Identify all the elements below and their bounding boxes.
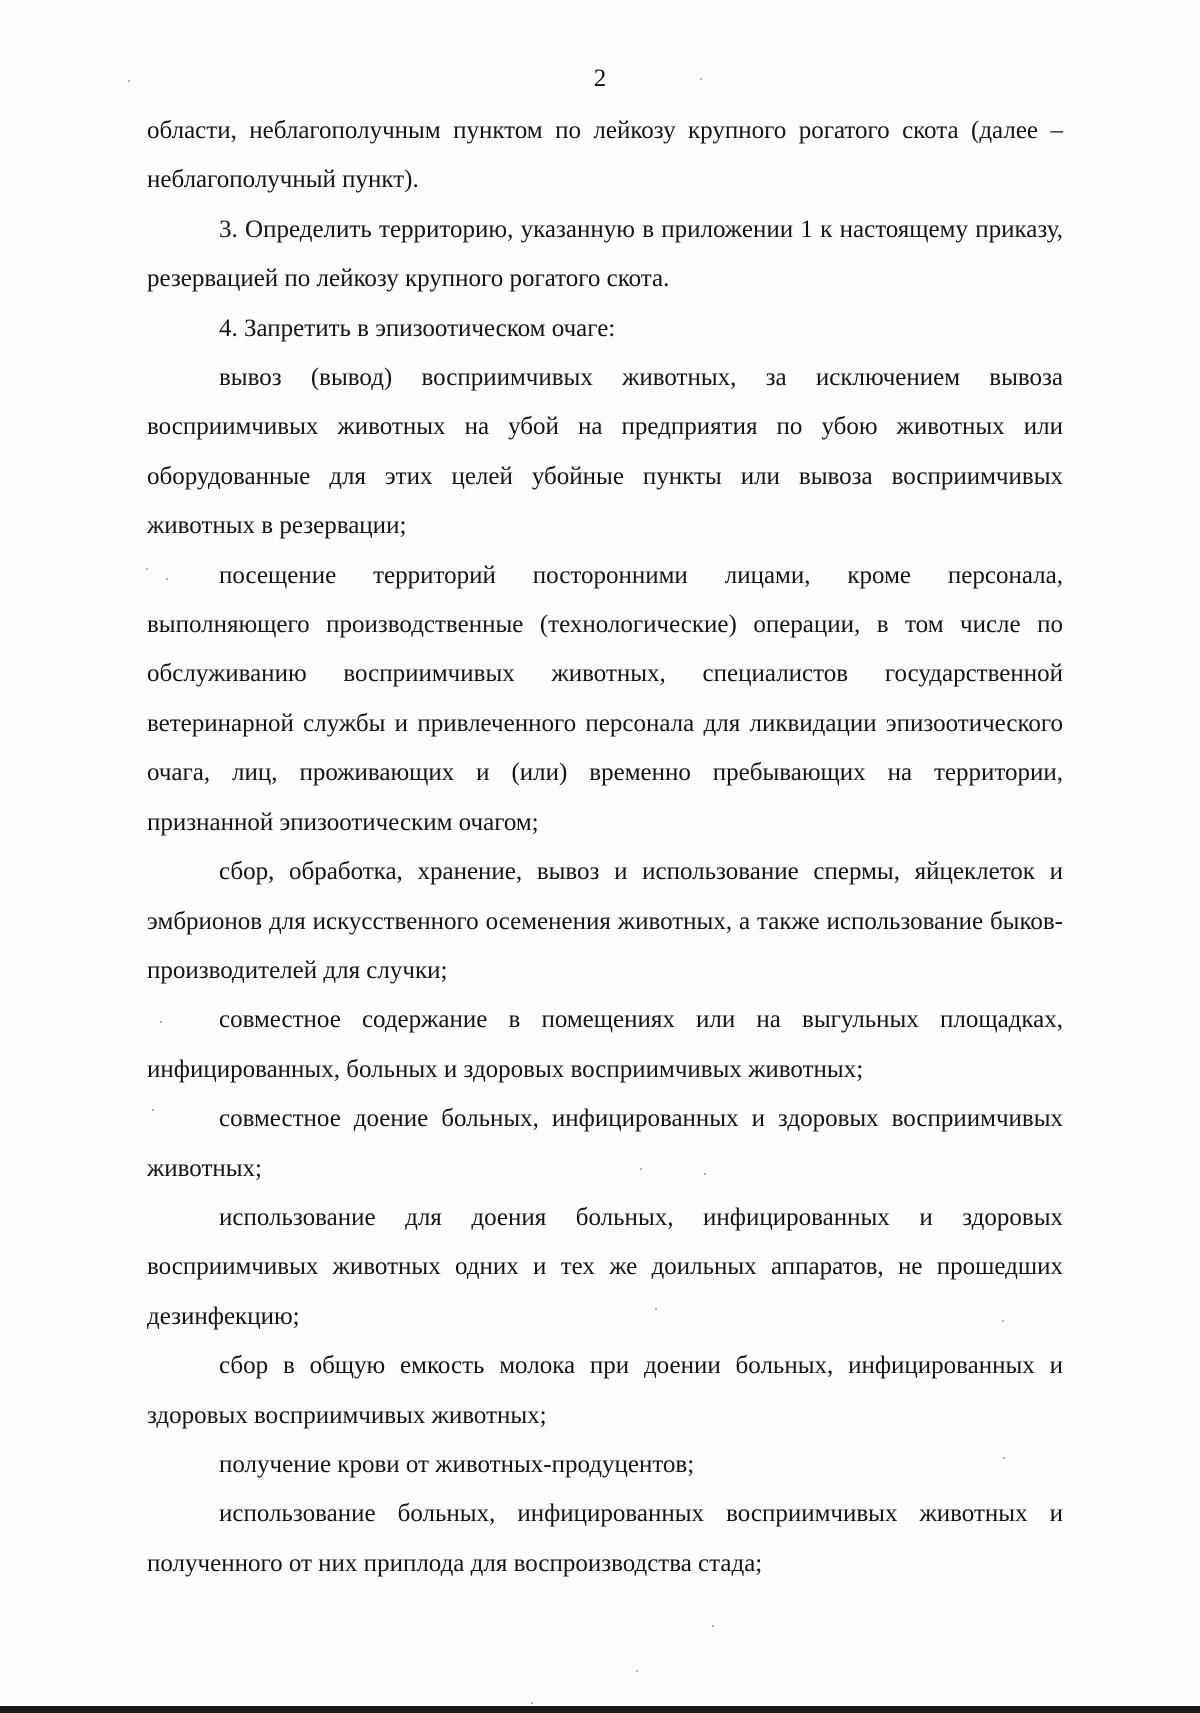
paragraph-ban-common-container: сбор в общую емкость молока при доении больных, инфицированных и здоровых восприимчивых животных; xyxy=(147,1352,1063,1429)
paragraph-ban-blood: получение крови от животных-продуцентов; xyxy=(219,1450,695,1478)
paragraph-ban-export: вывоз (вывод) восприимчивых животных, за исключением вывоза восприимчивых животных на убой на предприятия по убою животных или оборудованные для этих целей убойные пункты или вывоза восприимчивых животных в резервации; xyxy=(147,364,1063,540)
paragraph-ban-same-apparatus: использование для доения больных, инфицированных и здоровых восприимчивых животных одних и тех же доильных аппаратов, не прошедших дезинфекцию; xyxy=(147,1203,1063,1330)
paragraph-ban-joint-keeping: совместное содержание в помещениях или на выгульных площадках, инфицированных, больных и здоровых восприимчивых животных; xyxy=(147,1006,1063,1083)
scan-speck xyxy=(152,1109,154,1111)
document-body xyxy=(147,106,1063,1588)
scan-speck xyxy=(166,578,168,580)
scan-speck xyxy=(1002,1320,1004,1322)
scan-speck xyxy=(128,80,130,82)
scan-bottom-edge xyxy=(0,1706,1200,1713)
scan-speck xyxy=(160,1021,162,1023)
scan-speck xyxy=(146,568,148,570)
paragraph-ban-semen: сбор, обработка, хранение, вывоз и использование спермы, яйцеклеток и эмбрионов для искусственного осеменения животных, а также использование быков-производителей для случки; xyxy=(147,858,1063,984)
paragraph-continuation: области, неблагополучным пунктом по лейкозу крупного рогатого скота (далее – неблагополучный пункт). xyxy=(147,117,1063,194)
scan-speck xyxy=(700,78,702,80)
paragraph-item-3: 3. Определить территорию, указанную в приложении 1 к настоящему приказу, резервацией по лейкозу крупного рогатого скота. xyxy=(147,215,1063,293)
scan-speck xyxy=(655,1308,657,1310)
scan-speck xyxy=(1003,1457,1005,1459)
scan-speck xyxy=(636,1670,638,1672)
page-number: 2 xyxy=(593,65,607,92)
paragraph-ban-visits: посещение территорий посторонними лицами, кроме персонала, выполняющего производственные (технологические) операции, в том числе по обслуживанию восприимчивых животных, специалистов государственной ветеринарной службы и привлеченного персонала для ликвидации эпизоотического очага, лиц, проживающих и (или) временно пребывающих на территории, признанной эпизоотическим очагом; xyxy=(147,561,1063,836)
paragraph-ban-joint-milking: совместное доение больных, инфицированных и здоровых восприимчивых животных; xyxy=(147,1105,1063,1182)
scan-speck xyxy=(712,1625,714,1627)
scan-speck xyxy=(640,1168,642,1170)
paragraph-item-4: 4. Запретить в эпизоотическом очаге: xyxy=(219,314,616,342)
scan-speck xyxy=(704,1173,706,1175)
scan-speck xyxy=(531,1702,533,1704)
paragraph-ban-reproduction: использование больных, инфицированных восприимчивых животных и полученного от них приплода для воспроизводства стада; xyxy=(147,1500,1063,1577)
